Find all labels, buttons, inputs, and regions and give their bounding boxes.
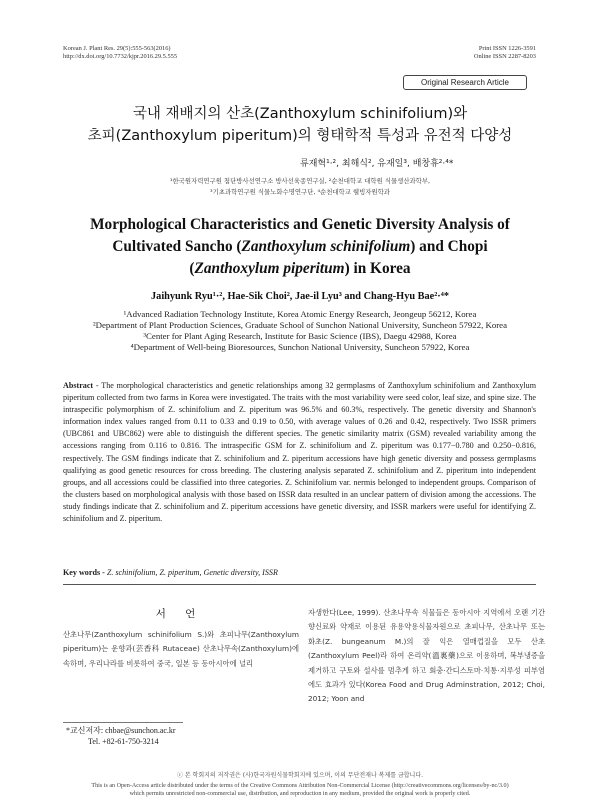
intro-heading: 서 언 xyxy=(155,608,204,620)
keywords-label: Key words - xyxy=(63,568,105,577)
korean-affiliation-line-1: ¹한국원자력연구원 첨단방사선연구소 방사선육종연구실, ²순천대학교 대학원 식물생산과학부, xyxy=(169,177,431,185)
journal-citation: Korean J. Plant Res. 29(5):555-563(2016) xyxy=(63,45,171,52)
english-affiliation-4: ⁴Department of Well-being Bioresources, Sunchon National University, Suncheon 57922, Korea xyxy=(130,342,470,352)
english-affiliation-3: ³Center for Plant Aging Research, Institute for Basic Science (IBS), Daegu 42988, Korea xyxy=(143,331,457,341)
korean-affiliation-line-2: ³기초과학연구원 식물노화수명연구단, ⁴순천대학교 웰빙자원학과 xyxy=(210,188,390,196)
english-title-line-1: Morphological Characteristics and Genetic Diversity Analysis of xyxy=(90,216,510,233)
abstract-label: Abstract xyxy=(63,381,94,390)
keywords xyxy=(63,568,536,577)
corresponding-tel: Tel. +82-61-750-3214 xyxy=(88,737,159,746)
korean-authors: 류재혁¹·², 최해식², 유재일³, 배창휴²·⁴* xyxy=(300,159,454,169)
license-line-2: which permits unrestricted non-commercial use, distribution, and reproduction in any medium, provided the original work is properly cited. xyxy=(129,791,471,797)
english-affiliation-2: ²Department of Plant Production Sciences, Graduate School of Sunchon National University, Suncheon 57922, Korea xyxy=(93,320,507,330)
intro-left-column: 산초나무(Zanthoxylum schinifolium S.)와 초피나무(Zanthoxylum piperitum)는 운향과(芸香科 Rutaceae) 산초나무속(Zanthoxylum)에 속하며, 우리나라를 비롯하여 중국, 일본 등 동아시아에 널리 xyxy=(63,630,299,668)
keywords-text: Z. schinifolium, Z. piperitum, Genetic diversity, ISSR xyxy=(104,568,278,577)
english-authors: Jaihyunk Ryu¹·², Hae-Sik Choi², Jae-il Lyu³ and Chang-Hyu Bae²·⁴* xyxy=(151,291,449,302)
print-issn: Print ISSN 1226-3591 xyxy=(478,45,536,52)
corresponding-email[interactable]: *교신저자: chbae@sunchon.ac.kr xyxy=(66,726,176,735)
english-title-line-2: Cultivated Sancho (Zanthoxylum schinifolium) and Chopi xyxy=(112,238,488,255)
english-affiliation-1: ¹Advanced Radiation Technology Institute, Korea Atomic Energy Research, Jeongeup 56212, Korea xyxy=(123,309,477,319)
korean-title-line-2: 초피(Zanthoxylum piperitum)의 형태학적 특성과 유전적 다양성 xyxy=(87,128,513,144)
intro-right-column: 자생한다(Lee, 1999). 산초나무속 식물들은 동아시아 지역에서 오랜 기간 향신료와 약재로 이용된 유용약용식물자원으로 초피나무, 산초나무 또는 화초(Z. bungeanum M.)의 잘 익은 열매껍질을 모두 산초(Zanthoxylum Peel)라 하여 온리약(溫裏藥)으로 이용하며, 복부냉증을 제거하고 구토와 설사를 멈추게 하고 회충·간디스토마·치통·지루성 피부염에도 효과가 있다(Korea Food and Drug Adminstration, 2012; Choi, 2012; Yoon and xyxy=(308,608,545,704)
abstract xyxy=(63,380,536,525)
english-title-line-3: (Zanthoxylum piperitum) in Korea xyxy=(189,260,411,277)
corresponding-author xyxy=(66,725,176,747)
section-divider xyxy=(63,584,536,585)
footnote-divider xyxy=(63,722,183,723)
article-type-badge: Original Research Article xyxy=(403,75,527,90)
license-line-1: This is an Open-Access article distributed under the terms of the Creative Commons Attribution Non-Commercial License (http://creativecommons.org/licenses/by-nc/3.0) xyxy=(91,783,509,789)
online-issn: Online ISSN 2287-8203 xyxy=(473,53,536,60)
copyright-notice: ⓒ 본 학회지의 저작권은 (사)한국자원식물학회지에 있으며, 이의 무단전재나 복제를 금합니다. xyxy=(176,772,424,779)
abstract-text: - The morphological characteristics and genetic relationships among 32 germplasms of Zanthoxylum schinifolium and Zanthoxylum piperitum collected from two farms in Korea were investigated. The traits with the most variability were seed color, leaf size, and spine size. The intraspecific polymorphism of Z. schinifolium and Z. piperitum was 96.5% and 60.3%, respectively. The genetic diversity and Shannon's information index values ranged from 0.11 to 0.33 and 0.19 to 0.50, with average values of 0.26 and 0.42, respectively. Two ISSR primers (UBC861 and UBC862) were able to distinguish the different species. The genetic similarity matrix (GSM) revealed variability among the accessions ranging from 0.116 to 0.816. The intraspecific GSM for Z. schinifolium and Z. piperitum was 0.177−0.780 and 0.250−0.816, respectively. The GSM findings indicate that Z. schinifolium and Z. piperitum accessions have high genetic diversity and possess germplasms qualifying as good genetic resources for cross breeding. The clustering analysis separated Z. schinifolium and Z. piperitum into independent groups, and all accessions could be classified into three categories. Z. Schinifolium var. nermis belonged to independent groups. Comparison of the clusters based on morphological analysis with those based on ISSR data resulted in an unclear pattern of division among the accessions. The study findings indicate that Z. schinifolium and Z. piperitum accessions have genetic diversity, and ISSR markers were useful for identifying Z. schinifolium and Z. piperitum. xyxy=(63,381,536,524)
doi-link[interactable]: http://dx.doi.org/10.7732/kjpr.2016.29.5.555 xyxy=(63,53,178,60)
korean-title-line-1: 국내 재배지의 산초(Zanthoxylum schinifolium)와 xyxy=(132,106,468,122)
